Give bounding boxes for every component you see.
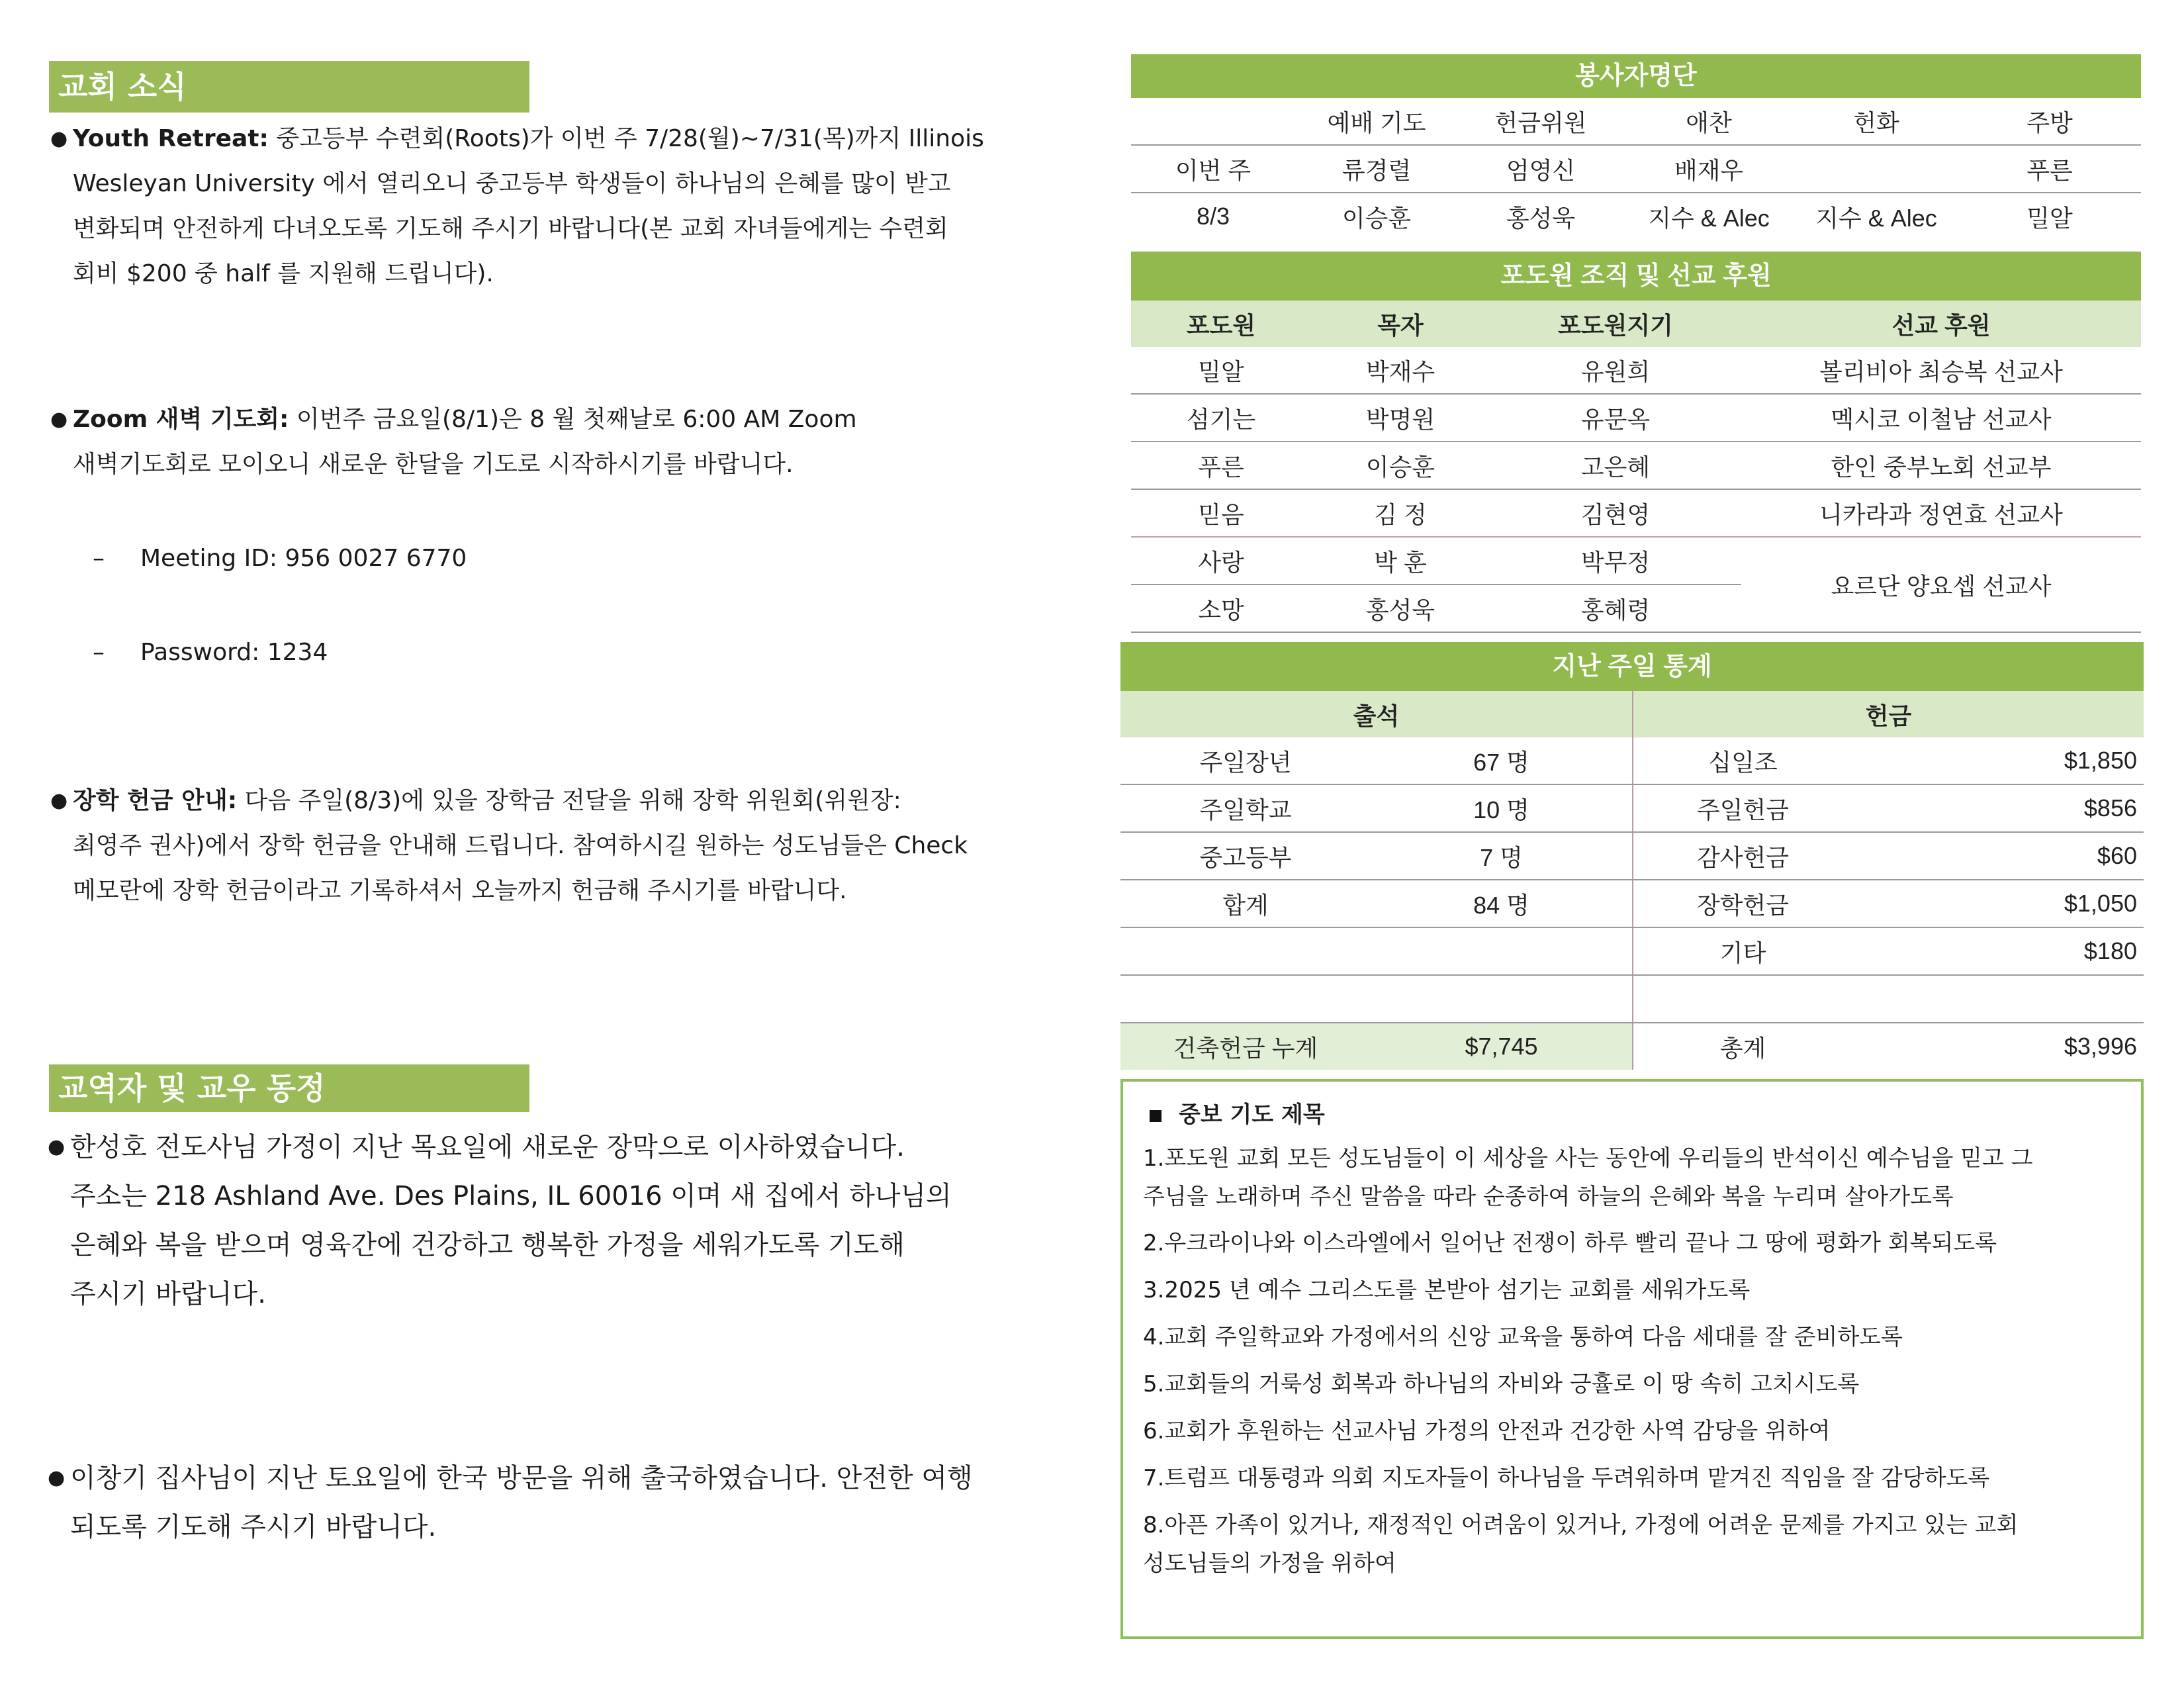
total-label: 총계	[1719, 1034, 1766, 1062]
prayer-item: 2.우크라이나와 이스라엘에서 일어난 전쟁이 하루 빨리 끝나 그 땅에 평화가 회복되도록	[1143, 1230, 1997, 1256]
bullet-icon: ●	[50, 127, 68, 150]
prayer-item: 3.2025 년 예수 그리스도를 본받아 섬기는 교회를 세워가도록	[1143, 1277, 1751, 1303]
volunteers-header: 헌금위원	[1458, 98, 1623, 145]
table-cell	[1371, 975, 1633, 1023]
table-cell	[1794, 145, 1958, 193]
table-cell: $856	[1852, 784, 2144, 832]
volunteers-header: 주방	[1958, 98, 2141, 145]
table-cell: 박재수	[1311, 347, 1490, 394]
stats-table	[1120, 691, 2144, 1070]
table-row	[1120, 880, 2144, 927]
offering-header: 헌금	[1633, 691, 2144, 737]
bullet-icon: ●	[50, 408, 68, 431]
zoom-label: Zoom 새벽 기도회:	[73, 406, 289, 433]
table-cell: 고은혜	[1490, 442, 1741, 489]
staff1-line-4: 주시기 바랍니다.	[70, 1279, 266, 1309]
news-heading: 교회 소식	[49, 61, 529, 113]
table-cell: 박 훈	[1311, 537, 1490, 585]
staff-news-heading: 교역자 및 교우 동정	[49, 1064, 529, 1112]
prayer-item: 1.포도원 교회 모든 성도님들이 이 세상을 사는 동안에 우리들의 반석이신 예수님을 믿고 그	[1143, 1145, 2033, 1172]
staff-news-paragraph-1	[48, 1123, 1076, 1319]
table-cell: 기타	[1633, 927, 1852, 975]
table-cell: 8/3	[1196, 203, 1230, 230]
table-cell: 밀알	[1131, 347, 1311, 394]
table-row	[1131, 537, 2141, 585]
attendance-header: 출석	[1120, 691, 1633, 737]
table-cell: 주일학교	[1120, 784, 1371, 832]
table-cell: 주일장년	[1120, 737, 1371, 784]
scholarship-paragraph	[50, 778, 1066, 914]
staff1-line-1: 한성호 전도사님 가정이 지난 목요일에 새로운 장막으로 이사하였습니다.	[70, 1132, 905, 1162]
bullet-icon: ●	[48, 1466, 66, 1489]
zoom-line-2: 새벽기도회로 모이오니 새로운 한달을 기도로 시작하시기를 바랍니다.	[73, 451, 794, 478]
staff-news-paragraph-2	[48, 1454, 1076, 1552]
table-row	[1120, 832, 2144, 880]
prayer-title-text: 중보 기도 제목	[1179, 1102, 1325, 1128]
table-cell	[1120, 927, 1371, 975]
youth-line-1	[73, 117, 1066, 162]
scholarship-label: 장학 헌금 안내:	[73, 787, 238, 814]
table-cell: 7 명	[1371, 832, 1633, 880]
table-row	[1120, 927, 2144, 975]
youth-line-2: Wesleyan University 에서 열리오니 중고등부 학생들이 하나님의 은혜를 많이 받고	[73, 170, 951, 197]
youth-line-4: 회비 $200 중 half 를 지원해 드립니다).	[73, 260, 494, 287]
table-cell: 푸른	[1131, 442, 1311, 489]
building-value: $7,745	[1371, 1023, 1633, 1070]
table-cell: 니카라과 정연효 선교사	[1741, 489, 2141, 537]
staff2-line-2: 되도록 기도해 주시기 바랍니다.	[70, 1512, 437, 1542]
table-cell: 장학헌금	[1633, 880, 1852, 927]
scholarship-text-1: 다음 주일(8/3)에 있을 장학금 전달을 위해 장학 위원회(위원장:	[244, 787, 901, 814]
table-row	[1131, 347, 2141, 394]
volunteers-table	[1131, 98, 2141, 240]
building-label: 건축헌금 누계	[1120, 1023, 1371, 1070]
table-row	[1131, 394, 2141, 442]
table-cell: 84 명	[1371, 880, 1633, 927]
volunteers-header-row	[1131, 98, 2141, 145]
table-row	[1120, 975, 2144, 1023]
scholarship-line-2: 최영주 권사)에서 장학 헌금을 안내해 드립니다. 참여하시길 원하는 성도님들은 Check	[73, 832, 968, 859]
table-cell: 지수 & Alec	[1815, 204, 1937, 232]
table-cell	[1852, 975, 2144, 1023]
table-cell: $1,050	[1852, 880, 2144, 927]
table-cell: 67 명	[1371, 737, 1633, 784]
table-cell: 홍성욱	[1506, 204, 1576, 232]
prayer-item: 7.트럼프 대통령과 의회 지도자들이 하나님을 두려워하며 맡겨진 직임을 잘 감당하도록	[1143, 1465, 1990, 1491]
bullet-icon: ●	[50, 789, 68, 812]
youth-line-3: 변화되며 안전하게 다녀오도록 기도해 주시기 바랍니다(본 교회 자녀들에게는 수련회	[73, 215, 948, 242]
table-row	[1131, 193, 2141, 240]
youth-retreat-paragraph	[50, 117, 1066, 297]
table-cell: 십일조	[1633, 737, 1852, 784]
vineyard-header-row	[1131, 301, 2141, 347]
vineyard-header: 선교 후원	[1741, 301, 2141, 347]
table-row	[1131, 489, 2141, 537]
table-cell: 한인 중부노회 선교부	[1741, 442, 2141, 489]
dash-icon: –	[93, 545, 105, 572]
table-cell: 유원희	[1490, 347, 1741, 394]
dash-icon: –	[93, 639, 105, 666]
table-cell: 중고등부	[1120, 832, 1371, 880]
prayer-item: 5.교회들의 거룩성 회복과 하나님의 자비와 긍휼로 이 땅 속히 고치시도록	[1143, 1371, 1860, 1397]
square-bullet-icon	[1150, 1110, 1161, 1122]
vineyard-header: 포도원	[1131, 301, 1311, 347]
table-row	[1120, 784, 2144, 832]
youth-text-1: 중고등부 수련회(Roots)가 이번 주 7/28(월)~7/31(목)까지 Illinois	[276, 125, 984, 152]
table-cell: 박무정	[1490, 537, 1741, 585]
table-cell: 볼리비아 최승복 선교사	[1741, 347, 2141, 394]
table-cell: 푸른	[1958, 145, 2141, 193]
youth-label: Youth Retreat:	[73, 125, 269, 152]
vineyard-banner: 포도원 조직 및 선교 후원	[1131, 252, 2141, 301]
volunteers-header: 헌화	[1794, 98, 1958, 145]
zoom-prayer-paragraph	[50, 397, 1066, 487]
table-cell: 엄영신	[1458, 145, 1623, 193]
table-cell: 배재우	[1623, 145, 1794, 193]
volunteers-header	[1131, 98, 1295, 145]
total-value: $3,996	[2064, 1033, 2137, 1060]
merged-mission-cell: 요르단 양요셉 선교사	[1741, 537, 2141, 632]
password-text: Password: 1234	[140, 639, 328, 666]
table-cell: $60	[1852, 832, 2144, 880]
staff1-line-2: 주소는 218 Ashland Ave. Des Plains, IL 60016 이며 새 집에서 하나님의	[70, 1181, 952, 1211]
bullet-icon: ●	[48, 1135, 66, 1158]
stats-header-row	[1120, 691, 2144, 737]
table-cell: 이승훈	[1342, 204, 1412, 232]
table-cell: 류경렬	[1295, 145, 1458, 193]
prayer-box	[1120, 1079, 2144, 1639]
table-cell: 10 명	[1371, 784, 1633, 832]
volunteers-header: 예배 기도	[1295, 98, 1458, 145]
table-cell: 밀알	[2026, 204, 2073, 232]
table-cell: 김 정	[1311, 489, 1490, 537]
zoom-line-1	[73, 397, 1066, 442]
prayer-item: 성도님들의 가정을 위하여	[1143, 1550, 1396, 1577]
staff2-line-1: 이창기 집사님이 지난 토요일에 한국 방문을 위해 출국하였습니다. 안전한 여행	[70, 1463, 973, 1493]
zoom-text-1: 이번주 금요일(8/1)은 8 월 첫째날로 6:00 AM Zoom	[296, 406, 857, 433]
zoom-meeting-id	[93, 539, 467, 579]
prayer-item: 주님을 노래하며 주신 말씀을 따라 순종하여 하늘의 은혜와 복을 누리며 살아가도록	[1143, 1184, 1954, 1210]
table-row	[1120, 1023, 2144, 1070]
volunteers-banner: 봉사자명단	[1131, 54, 2141, 98]
table-cell: 김현영	[1490, 489, 1741, 537]
volunteers-header: 애찬	[1623, 98, 1794, 145]
scholarship-line-3: 메모란에 장학 헌금이라고 기록하셔서 오늘까지 헌금해 주시기를 바랍니다.	[73, 877, 847, 904]
table-cell	[1633, 975, 1852, 1023]
prayer-item: 6.교회가 후원하는 선교사님 가정의 안전과 건강한 사역 감당을 위하여	[1143, 1418, 1831, 1444]
meeting-id-text: Meeting ID: 956 0027 6770	[140, 545, 467, 572]
table-cell: $180	[1852, 927, 2144, 975]
zoom-password	[93, 633, 328, 673]
table-cell: 소망	[1131, 585, 1311, 632]
vineyard-table	[1131, 301, 2141, 633]
table-cell: 홍성욱	[1311, 585, 1490, 632]
table-cell: $1,850	[1852, 737, 2144, 784]
table-cell: 지수 & Alec	[1648, 204, 1770, 232]
table-cell: 이승훈	[1311, 442, 1490, 489]
table-cell: 합계	[1120, 880, 1371, 927]
table-cell: 사랑	[1131, 537, 1311, 585]
table-cell: 멕시코 이철남 선교사	[1741, 394, 2141, 442]
prayer-item: 4.교회 주일학교와 가정에서의 신앙 교육을 통하여 다음 세대를 잘 준비하도록	[1143, 1324, 1903, 1350]
table-row	[1131, 145, 2141, 193]
vineyard-header: 포도원지기	[1490, 301, 1741, 347]
table-cell: 주일헌금	[1633, 784, 1852, 832]
table-cell: 홍혜령	[1490, 585, 1741, 632]
prayer-item: 8.아픈 가족이 있거나, 재정적인 어려움이 있거나, 가정에 어려운 문제를 가지고 있는 교회	[1143, 1512, 2019, 1538]
table-row	[1120, 737, 2144, 784]
staff1-line-3: 은혜와 복을 받으며 영육간에 건강하고 행복한 가정을 세워가도록 기도해	[70, 1230, 905, 1260]
table-cell	[1371, 927, 1633, 975]
prayer-title	[1150, 1095, 1325, 1135]
table-row	[1131, 442, 2141, 489]
table-cell: 믿음	[1131, 489, 1311, 537]
scholarship-line-1	[73, 778, 1066, 823]
table-cell: 감사헌금	[1633, 832, 1852, 880]
vineyard-header: 목자	[1311, 301, 1490, 347]
table-cell: 이번 주	[1131, 145, 1295, 193]
stats-banner: 지난 주일 통계	[1120, 642, 2144, 691]
table-cell: 박명원	[1311, 394, 1490, 442]
table-cell	[1120, 975, 1371, 1023]
table-cell: 유문옥	[1490, 394, 1741, 442]
table-cell: 섬기는	[1131, 394, 1311, 442]
